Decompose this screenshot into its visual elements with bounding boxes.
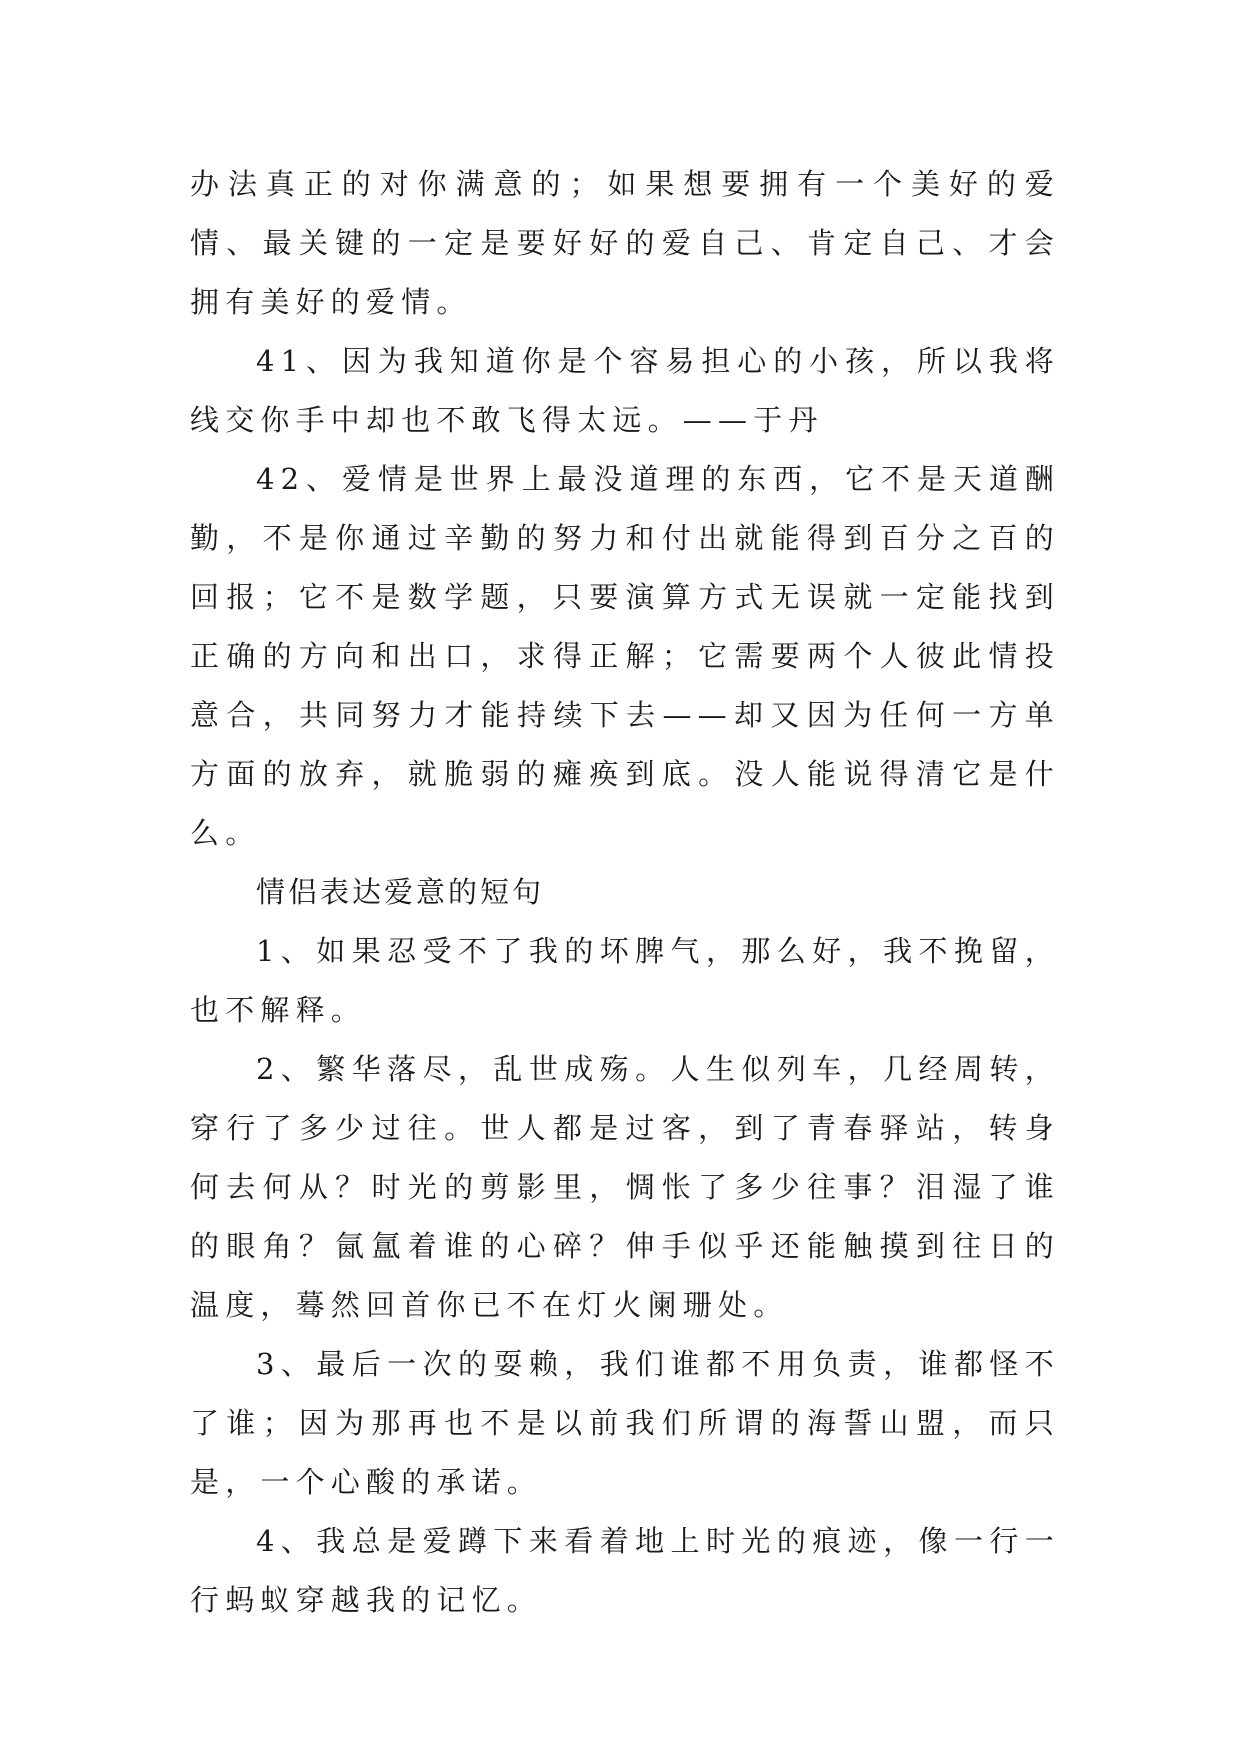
paragraph-item-1: 1、如果忍受不了我的坏脾气，那么好，我不挽留，也不解释。 [190, 934, 1060, 1027]
section-heading: 情侣表达爱意的短句 [256, 875, 545, 909]
paragraph-item-41: 41、因为我知道你是个容易担心的小孩，所以我将线交你手中却也不敢飞得太远。——于丹 [190, 344, 1060, 437]
paragraph-item-42: 42、爱情是世界上最没道理的东西，它不是天道酬勤，不是你通过辛勤的努力和付出就能得到百分之百的回报；它不是数学题，只要演算方式无误就一定能找到正确的方向和出口，求得正解；它需要两个人彼此情投意合，共同努力才能持续下去——却又因为任何一方单方面的放弃，就脆弱的瘫痪到底。没人能说得清它是什么。 [190, 462, 1060, 850]
paragraph-item-4: 4、我总是爱蹲下来看着地上时光的痕迹，像一行一行蚂蚁穿越我的记忆。 [190, 1524, 1060, 1617]
paragraph-item-2: 2、繁华落尽，乱世成殇。人生似列车，几经周转，穿行了多少过往。世人都是过客，到了青春驿站，转身何去何从？时光的剪影里，惆怅了多少往事？泪湿了谁的眼角？氤氲着谁的心碎？伸手似乎还能触摸到往日的温度，蓦然回首你已不在灯火阑珊处。 [190, 1052, 1060, 1322]
paragraph-item-3: 3、最后一次的耍赖，我们谁都不用负责，谁都怪不了谁；因为那再也不是以前我们所谓的海誓山盟，而只是，一个心酸的承诺。 [190, 1347, 1060, 1499]
document-body [190, 155, 1060, 1630]
paragraph-continuation: 办法真正的对你满意的；如果想要拥有一个美好的爱情、最关键的一定是要好好的爱自己、肯定自己、才会拥有美好的爱情。 [190, 167, 1060, 319]
